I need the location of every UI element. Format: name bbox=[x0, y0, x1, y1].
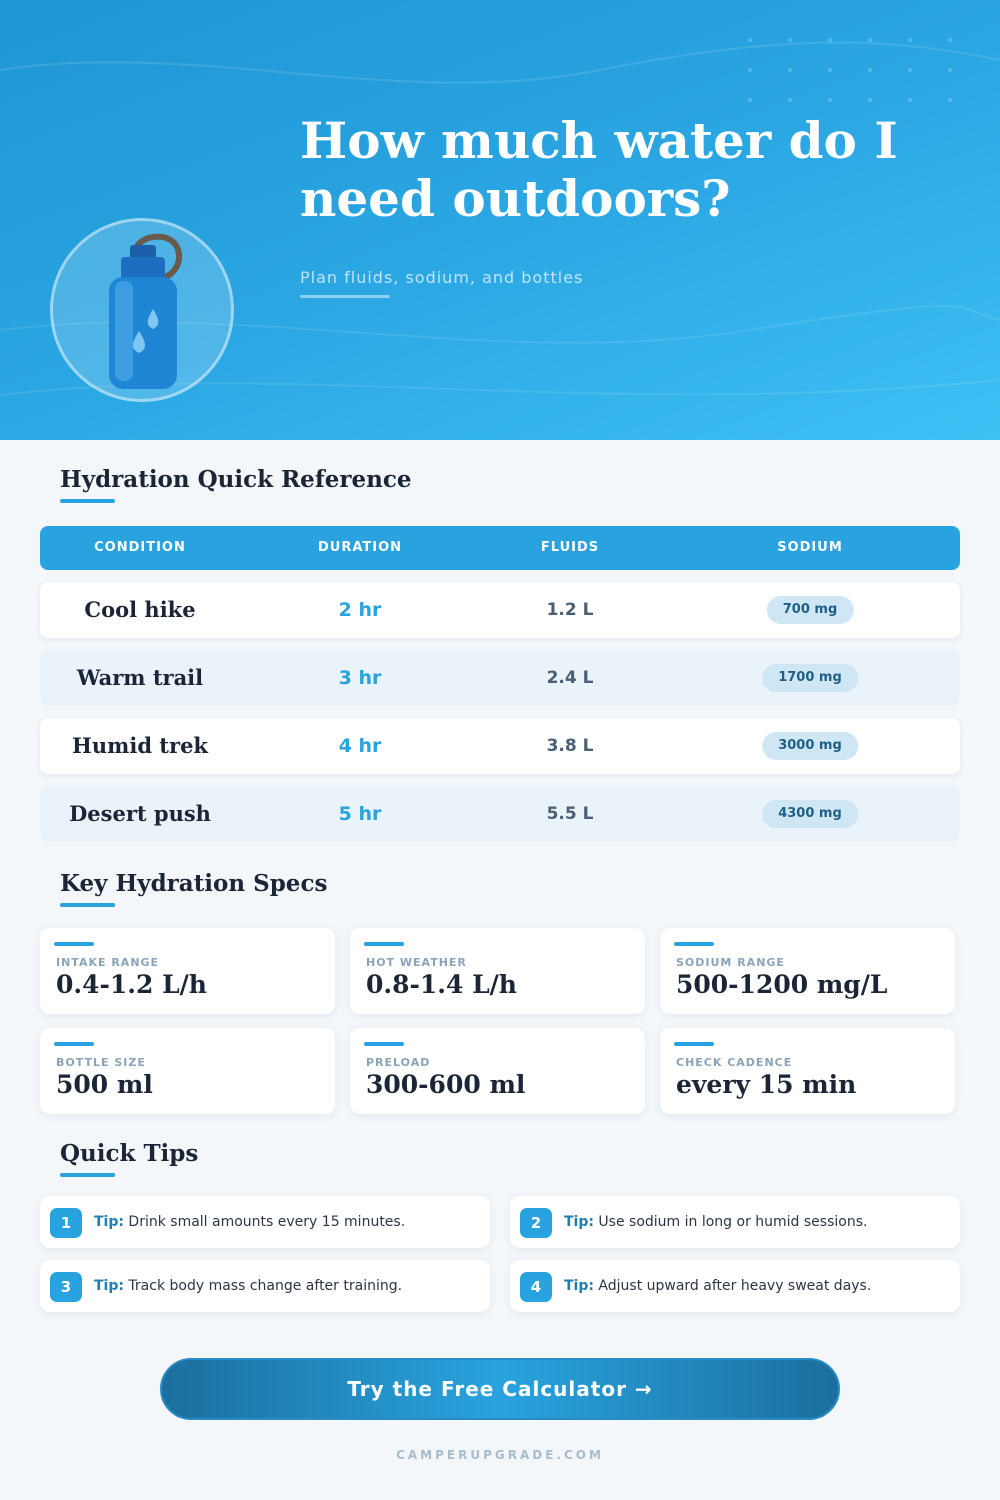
spec-value: 0.8-1.4 L/h bbox=[366, 970, 517, 999]
condition-cell: Humid trek bbox=[72, 733, 208, 758]
card-accent bbox=[364, 942, 404, 946]
tip-item bbox=[40, 1196, 490, 1248]
spec-value: 300-600 ml bbox=[366, 1070, 526, 1099]
column-header-fluids: FLUIDS bbox=[540, 540, 600, 555]
tip-body: Use sodium in long or humid sessions. bbox=[598, 1214, 868, 1230]
section-underline bbox=[60, 1173, 115, 1177]
condition-cell: Warm trail bbox=[76, 665, 204, 690]
spec-label: HOT WEATHER bbox=[366, 956, 467, 969]
duration-cell: 5 hr bbox=[338, 803, 382, 825]
table-header bbox=[40, 526, 960, 570]
fluids-cell: 2.4 L bbox=[546, 668, 594, 688]
spec-label: INTAKE RANGE bbox=[56, 956, 160, 969]
table-row bbox=[40, 786, 960, 842]
footer-site-link: CAMPERUPGRADE.COM bbox=[396, 1448, 604, 1462]
tip-body: Adjust upward after heavy sweat days. bbox=[598, 1278, 872, 1294]
tip-item bbox=[510, 1260, 960, 1312]
tip-label: Tip: bbox=[94, 1278, 124, 1294]
spec-label: CHECK CADENCE bbox=[676, 1056, 793, 1069]
hero-banner bbox=[0, 0, 1000, 440]
spec-card bbox=[350, 1028, 645, 1114]
tip-body: Track body mass change after training. bbox=[128, 1278, 403, 1294]
tip-label: Tip: bbox=[94, 1214, 124, 1230]
tip-body: Drink small amounts every 15 minutes. bbox=[128, 1214, 406, 1230]
spec-card bbox=[40, 928, 335, 1014]
tip-number-badge: 4 bbox=[520, 1272, 552, 1302]
table-row bbox=[40, 582, 960, 638]
water-bottle-icon bbox=[53, 221, 237, 405]
column-header-sodium: SODIUM bbox=[777, 540, 843, 555]
spec-value: every 15 min bbox=[676, 1070, 857, 1099]
spec-card bbox=[660, 1028, 955, 1114]
specs-section-title: Key Hydration Specs bbox=[60, 870, 328, 897]
section-underline bbox=[60, 499, 115, 503]
card-accent bbox=[54, 942, 94, 946]
tip-number-badge: 1 bbox=[50, 1208, 82, 1238]
spec-label: PRELOAD bbox=[366, 1056, 431, 1069]
spec-value: 500-1200 mg/L bbox=[676, 970, 888, 999]
fluids-cell: 5.5 L bbox=[546, 804, 594, 824]
condition-cell: Desert push bbox=[69, 801, 211, 826]
tip-item bbox=[510, 1196, 960, 1248]
spec-label: SODIUM RANGE bbox=[676, 956, 785, 969]
card-accent bbox=[364, 1042, 404, 1046]
tip-text bbox=[94, 1196, 405, 1248]
card-accent bbox=[54, 1042, 94, 1046]
sodium-pill: 1700 mg bbox=[762, 664, 858, 692]
sodium-pill: 3000 mg bbox=[762, 732, 858, 760]
duration-cell: 4 hr bbox=[338, 735, 382, 757]
reference-section-title: Hydration Quick Reference bbox=[60, 466, 412, 493]
subtitle-underline bbox=[300, 295, 390, 298]
spec-label: BOTTLE SIZE bbox=[56, 1056, 146, 1069]
tip-label: Tip: bbox=[564, 1214, 594, 1230]
bottle-badge bbox=[50, 218, 234, 402]
tip-number-badge: 3 bbox=[50, 1272, 82, 1302]
tip-text bbox=[94, 1260, 402, 1312]
spec-value: 0.4-1.2 L/h bbox=[56, 970, 207, 999]
column-header-duration: DURATION bbox=[317, 540, 403, 555]
spec-card bbox=[350, 928, 645, 1014]
duration-cell: 2 hr bbox=[338, 599, 382, 621]
tip-text bbox=[564, 1260, 871, 1312]
section-underline bbox=[60, 903, 115, 907]
page-title: How much water do I need outdoors? bbox=[300, 111, 898, 228]
sodium-pill: 700 mg bbox=[767, 596, 854, 624]
tips-section-title: Quick Tips bbox=[60, 1140, 199, 1167]
tip-label: Tip: bbox=[564, 1278, 594, 1294]
sodium-pill: 4300 mg bbox=[762, 800, 858, 828]
tip-text bbox=[564, 1196, 867, 1248]
card-accent bbox=[674, 942, 714, 946]
tip-item bbox=[40, 1260, 490, 1312]
spec-value: 500 ml bbox=[56, 1070, 153, 1099]
page-subtitle: Plan fluids, sodium, and bottles bbox=[300, 268, 584, 287]
spec-card bbox=[660, 928, 955, 1014]
condition-cell: Cool hike bbox=[84, 597, 196, 622]
fluids-cell: 1.2 L bbox=[546, 600, 594, 620]
table-row bbox=[40, 718, 960, 774]
table-row bbox=[40, 650, 960, 706]
card-accent bbox=[674, 1042, 714, 1046]
duration-cell: 3 hr bbox=[338, 667, 382, 689]
column-header-condition: CONDITION bbox=[94, 540, 186, 555]
tip-number-badge: 2 bbox=[520, 1208, 552, 1238]
fluids-cell: 3.8 L bbox=[546, 736, 594, 756]
calculator-cta-button[interactable]: Try the Free Calculator → bbox=[160, 1358, 840, 1420]
spec-card bbox=[40, 1028, 335, 1114]
